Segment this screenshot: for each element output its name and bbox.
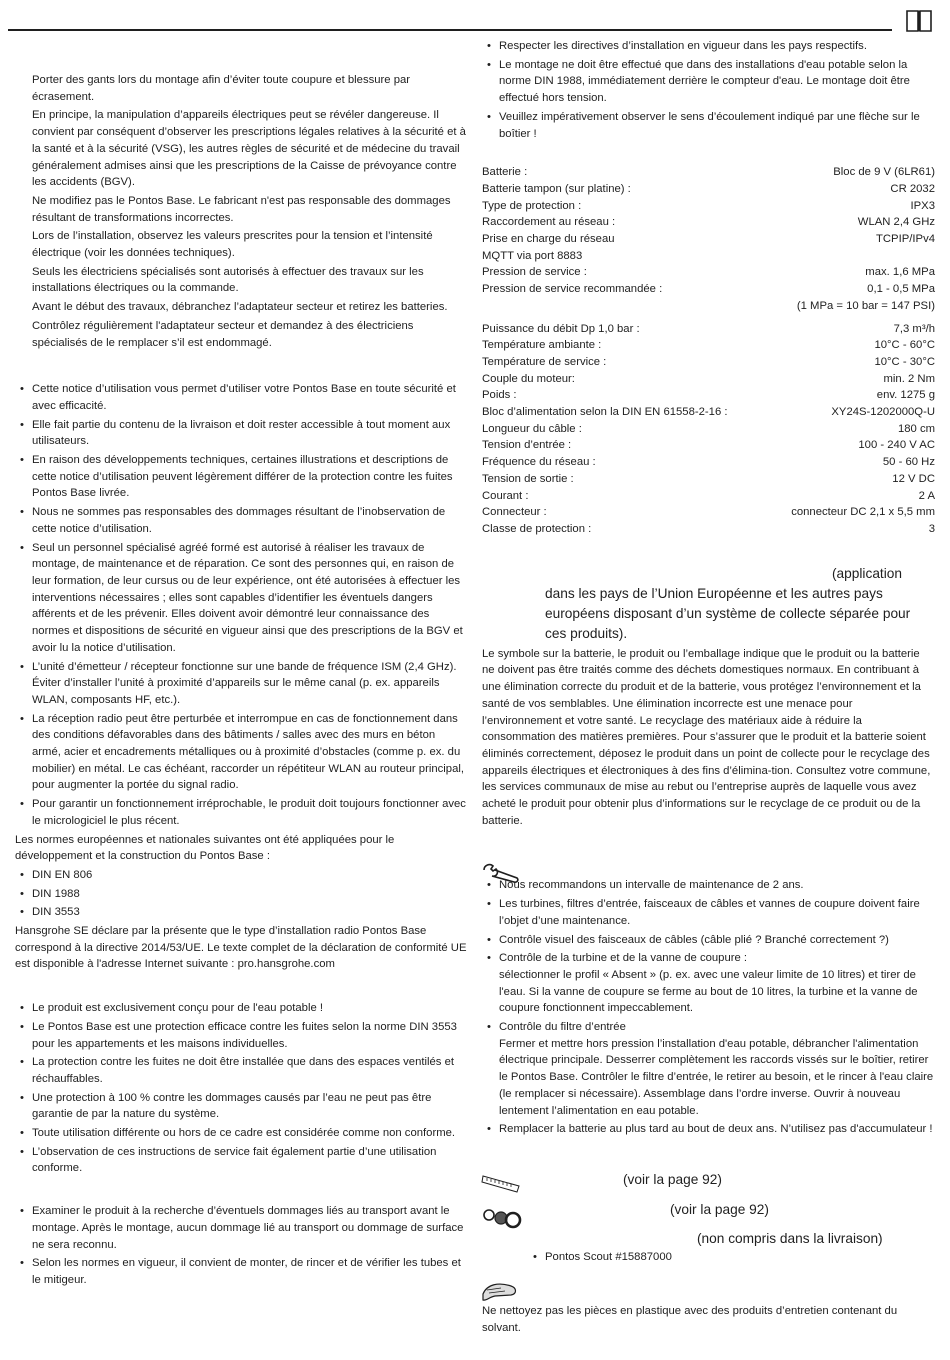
- header-rule: [8, 29, 892, 31]
- list-item: • DIN 3553: [15, 904, 467, 921]
- seal-rings-icon: [481, 1204, 523, 1230]
- table-row: Raccordement au réseau : WLAN 2,4 GHz: [482, 216, 935, 229]
- intended-use-list: [15, 1000, 467, 1177]
- mqtt-line: MQTT via port 8883: [482, 249, 583, 262]
- disposal-section: [482, 564, 935, 830]
- list-item: • Le produit est exclusivement conçu pour de l'eau potable !: [15, 1000, 467, 1017]
- disposal-heading: (application: [832, 565, 903, 581]
- list-item: • L’unité d’émetteur / récepteur fonctionne sur une bande de fréquence ISM (2,4 GHz). Éviter d’installer l’unité à proximité d’appareils sur le même canal (p. ex. appareils WLAN, composants HF, etc.).: [15, 659, 467, 709]
- table-row: Pression de service : max. 1,6 MPa: [482, 266, 935, 279]
- install-list: [482, 38, 935, 142]
- list-item: • Cette notice d’utilisation vous permet d’utiliser votre Pontos Base en toute sécurité et avec efficacité.: [15, 381, 467, 414]
- safety-paragraph: Porter des gants lors du montage afin d’éviter toute coupure et blessure par écrasement.: [32, 74, 411, 103]
- safety-paragraph: Lors de l’installation, observez les valeurs prescrites pour la tension et l’intensité électrique (voir les données techniques).: [32, 230, 433, 260]
- wrench-icon: [481, 862, 521, 884]
- reference-page-1: (voir la page 92): [623, 1172, 722, 1187]
- list-item: • Respecter les directives d’installation en vigueur dans les pays respectifs.: [482, 38, 935, 55]
- list-item: • Toute utilisation différente ou hors de ce cadre est considérée comme non conforme.: [15, 1125, 467, 1142]
- disposal-text: Le symbole sur la batterie, le produit ou l’emballage indique que le produit ou la batterie ne doivent pas être traités comme des déchets domestiques normaux. En contribuant à une élimination correcte du produit et de la batterie, vous protégez l’environnement et la santé de vos semblables. Une élimination incorrecte est une menace pour l’environnement et votre santé. Le recyclage des matériaux aide à réduire la consommation des matières premières. Pour s’assurer que le produit et la batterie soient éliminés correctement, déposez le produit dans un point de collecte pour le recyclage des appareils électriques et électroniques à des fins d’élimina-tion. Consultez votre commune, les services communaux de mise au rebut ou l’entreprise auprès de laquelle vous avez acheté le produit pour obtenir plus d’informations sur le recyclage de ce produit ou de la batterie.: [482, 647, 931, 827]
- list-item: • L’observation de ces instructions de service fait également partie d’une utilisation conforme.: [15, 1144, 467, 1177]
- list-item: • Seul un personnel spécialisé agréé formé est autorisé à réaliser les travaux de montage, de maintenance et de réparation. Ce sont des personnes qui, en raison de leur formation, de leur cursus ou de leur expérience, ont été autorisées à effectuer les interventions nécessaires ; elles sont capables d’identifier les éventuels dangers afférents et de les prévenir. Elles doivent avoir démontré leur connaissance des normes et dispositions de sécurité en vigueur ainsi que des prescriptions de la BGV et avoir lu la notice d’utilisation.: [15, 540, 467, 657]
- table-row: Classe de protection : 3: [482, 522, 935, 535]
- safety-section: [15, 72, 467, 351]
- disposal-heading-cont: dans les pays de l’Union Européenne et les autres pays européens disposant d’un système de collecte séparée pour ces produits).: [545, 585, 911, 641]
- norms-list: [15, 867, 467, 921]
- norms-intro: Les normes européennes et nationales suivantes ont été appliquées pour le développement et la construction du Pontos Base :: [15, 833, 395, 863]
- table-row: Poids : env. 1275 g: [482, 389, 935, 402]
- list-item: • Nous ne sommes pas responsables des dommages résultant de l’inobservation de cette notice d’utilisation.: [15, 504, 467, 537]
- left-column: [15, 72, 467, 1291]
- table-row: Tension de sortie : 12 V DC: [482, 472, 935, 485]
- maintenance-section: [482, 877, 935, 1138]
- list-item: • Le Pontos Base est une protection efficace contre les fuites selon la norme DIN 3553 pour les appartements et les maisons individuelles.: [15, 1019, 467, 1052]
- list-item: • Pour garantir un fonctionnement irréprochable, le produit doit toujours fonctionner avec le micrologiciel le plus récent.: [15, 796, 467, 829]
- table-row: Type de protection : IPX3: [482, 199, 935, 212]
- list-item: • La réception radio peut être perturbée et interrompue en cas de fonctionnement dans des conditions défavorables dans des bâtiments / salles avec des murs en béton armé, acier et encadrements métalliques ou à proximité d’obstacles (comme p. ex. du mobilier) en métal. Le cas échéant, raccorder un répétiteur WLAN au routeur principal, pour augmenter la portée du signal radio.: [15, 711, 467, 795]
- list-item: • Une protection à 100 % contre les dommages causés par l’eau ne peut pas être garantie de par la nature du système.: [15, 1090, 467, 1123]
- table-row: Batterie : Bloc de 9 V (6LR61): [482, 166, 935, 179]
- notes-list: [15, 381, 467, 829]
- table-row: Courant : 2 A: [482, 489, 935, 502]
- list-item: • Les turbines, filtres d’entrée, faisceaux de câbles et vannes de coupure doivent faire l’objet d’une maintenance.: [482, 896, 935, 929]
- not-included-note: (non compris dans la livraison): [697, 1231, 883, 1246]
- table-row: Connecteur : connecteur DC 2,1 x 5,5 mm: [482, 506, 935, 519]
- list-item: • Elle fait partie du contenu de la livraison et doit rester accessible à tout moment aux utilisateurs.: [15, 417, 467, 450]
- list-item: • DIN EN 806: [15, 867, 467, 884]
- list-item: • DIN 1988: [15, 886, 467, 903]
- reference-page-2: (voir la page 92): [670, 1202, 769, 1217]
- safety-paragraph: Seuls les électriciens spécialisés sont autorisés à effectuer des travaux sur les installations électriques ou la commande.: [32, 265, 424, 295]
- safety-paragraph: En principe, la manipulation d’appareils électriques peut se révéler dangereuse. Il convient par conséquent d’observer les prescriptions légales relatives à la sécurité et à la santé et à la sécurité (VSG), les autres règles de sécurité et de médecine du travail généralement admises ainsi que les prescriptions de la Caisse de prévoyance contre les accidents (BGV).: [32, 109, 466, 189]
- table-row: Fréquence du réseau : 50 - 60 Hz: [482, 456, 935, 469]
- cleaning-note: Ne nettoyez pas les pièces en plastique avec des produits d’entretien contenant du solvant.: [482, 1305, 898, 1334]
- table-row: Température de service : 10°C - 30°C: [482, 355, 935, 368]
- pressure-note: (1 MPa = 10 bar = 147 PSI): [796, 299, 935, 312]
- tech-data-table: [482, 164, 935, 537]
- list-item: • Le montage ne doit être effectué que dans des installations d'eau potable selon la norme DIN 1988, immédiatement derrière le compteur d'eau. Le montage doit être effectué hors tension.: [482, 57, 935, 107]
- list-item: • Examiner le produit à la recherche d’éventuels dommages liés au transport avant le montage. Après le montage, aucun dommage lié au transport ou dommage de surface ne sera reconnu.: [15, 1203, 467, 1253]
- list-item: • Contrôle du filtre d’entrée Fermer et mettre hors pression l’installation d'eau potable, débrancher l'alimentation électrique principale. Desserrer complètement les raccords vissés sur le boîtier, retirer le Pontos Base. Contrôler le filtre d’entrée, le retirer au besoin, et le rincer à l'eau claire (le remplacer si nécessaire). Assemblage dans l’ordre inverse. Ouvrir à nouveau lentement l’alimentation en eau potable.: [482, 1019, 935, 1119]
- list-item: • Veuillez impérativement observer le sens d’écoulement indiqué par une flèche sur le boîtier !: [482, 109, 935, 142]
- safety-paragraph: Contrôlez régulièrement l'adaptateur secteur et demandez à des électriciens spécialisés de le remplacer s’il est endommagé.: [32, 319, 414, 349]
- list-item: • La protection contre les fuites ne doit être installée que dans des espaces ventilés et réchauffables.: [15, 1054, 467, 1087]
- list-item: • Remplacer la batterie au plus tard au bout de deux ans. N’utilisez pas d'accumulateur !: [482, 1121, 935, 1138]
- table-row: Couple du moteur: min. 2 Nm: [482, 372, 935, 385]
- safety-paragraph: Ne modifiez pas le Pontos Base. Le fabricant n'est pas responsable des dommages résultant de transformations incorrectes.: [32, 194, 451, 224]
- list-item: • Contrôle visuel des faisceaux de câbles (câble plié ? Branché correctement ?): [482, 932, 935, 949]
- cleaning-hand-icon: [481, 1280, 519, 1304]
- list-item: • En raison des développements techniques, certaines illustrations et descriptions de cette notice d’utilisation peuvent légèrement différer de la protection contre les fuites Pontos Base livrée.: [15, 452, 467, 502]
- book-icon: [906, 9, 932, 33]
- table-row: Température ambiante : 10°C - 60°C: [482, 339, 935, 352]
- safety-paragraph: Avant le début des travaux, débranchez l’adaptateur secteur et retirez les batteries.: [32, 301, 448, 314]
- list-item: • Pontos Scout #15887000: [528, 1249, 828, 1266]
- list-item: • Selon les normes en vigueur, il convient de monter, de rincer et de vérifier les tubes et le mitigeur.: [15, 1255, 467, 1288]
- table-row: Batterie tampon (sur platine) : CR 2032: [482, 182, 935, 195]
- mounting-list: [15, 1203, 467, 1289]
- ruler-icon: [481, 1172, 521, 1194]
- accessory-list: [528, 1249, 828, 1268]
- maintenance-list: [482, 877, 935, 1138]
- table-row: Bloc d’alimentation selon la DIN EN 61558-2-16 : XY24S-1202000Q-U: [482, 406, 935, 419]
- conformity-text: Hansgrohe SE déclare par la présente que le type d’installation radio Pontos Base correspond à la directive 2014/53/UE. Le texte complet de la déclaration de conformité UE est disponible à l'adresse Internet suivante : pro.hansgrohe.com: [15, 925, 467, 971]
- table-row: Prise en charge du réseau TCPIP/IPv4: [482, 233, 935, 246]
- list-item: • Contrôle de la turbine et de la vanne de coupure : sélectionner le profil « Absent » (p. ex. avec une valeur limite de 10 litres) et tirer de l'eau. Si la vanne de coupure se ferme au bout de 10 litres, la turbine et la vanne de coupure fonctionnent impeccablement.: [482, 950, 935, 1017]
- right-column: [482, 38, 935, 1140]
- table-row: Puissance du débit Dp 1,0 bar : 7,3 m³/h: [482, 322, 935, 335]
- table-row: Tension d’entrée : 100 - 240 V AC: [482, 439, 935, 452]
- list-item: • Nous recommandons un intervalle de maintenance de 2 ans.: [482, 877, 935, 894]
- table-row: Pression de service recommandée : 0,1 - 0,5 MPa: [482, 283, 935, 296]
- table-row: Longueur du câble : 180 cm: [482, 422, 935, 435]
